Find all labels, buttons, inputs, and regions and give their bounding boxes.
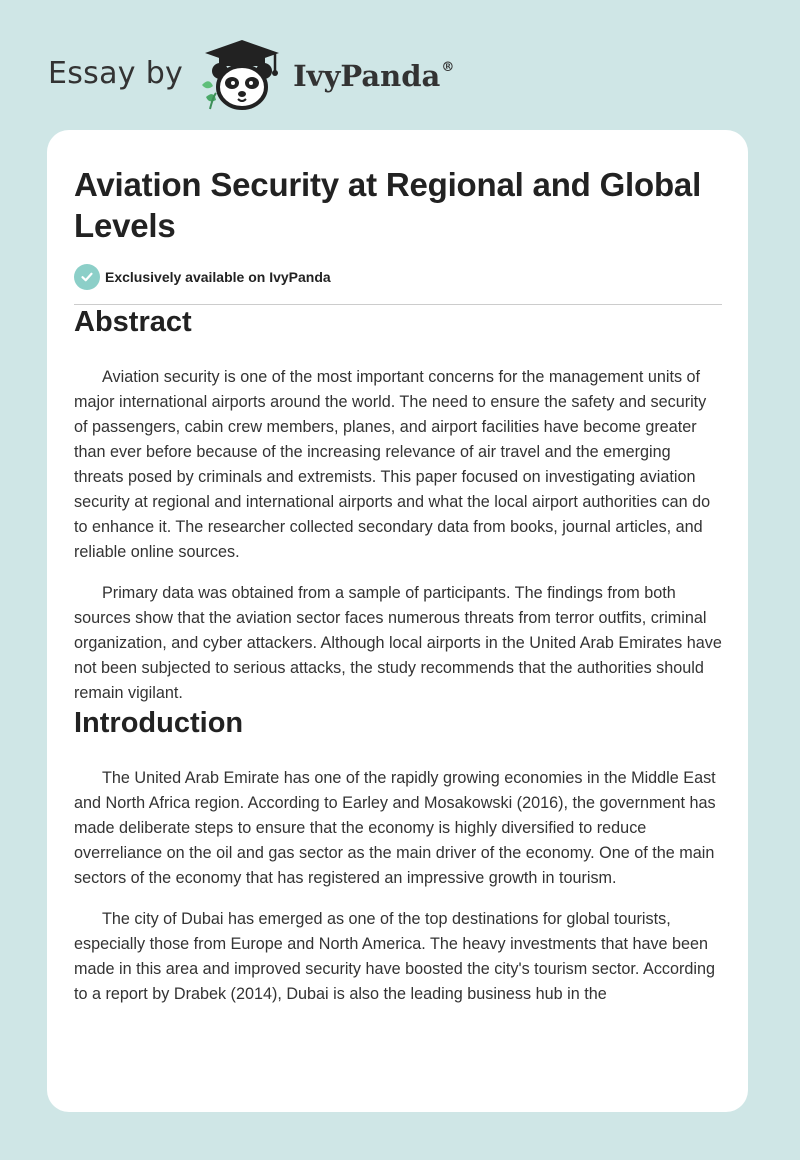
exclusive-badge	[74, 264, 722, 290]
essay-card	[47, 130, 748, 1112]
introduction-paragraph-1: The United Arab Emirate has one of the rapidly growing economies in the Middle East and North Africa region. According to Earley and Mosakowski (2016), the government has made deliberate steps to ensure that the economy is highly diversified to reduce overreliance on the oil and gas sector as the main driver of the economy. One of the main sectors of the economy that has registered an impressive growth in tourism.	[74, 769, 716, 887]
introduction-heading: Introduction	[74, 707, 244, 739]
exclusive-label: Exclusively available on IvyPanda	[105, 269, 331, 285]
essay-by-label: Essay by	[48, 56, 184, 91]
brand-name[interactable]	[293, 58, 455, 93]
abstract-heading: Abstract	[74, 306, 192, 338]
abstract-paragraph-2: Primary data was obtained from a sample of participants. The findings from both sources show that the aviation sector faces numerous threats from terror outfits, criminal organization, and cyber attackers. Although local airports in the United Arab Emirates have not been subjected to serious attacks, the study recommends that the authorities should remain vigilant.	[74, 584, 722, 702]
essay-title: Aviation Security at Regional and Global Levels	[74, 166, 702, 244]
introduction-paragraph-2: The city of Dubai has emerged as one of the top destinations for global tourists, especially those from Europe and North America. The heavy investments that have been made in this area and improved security have boosted the city's tourism sector. According to a report by Drabek (2014), Dubai is also the leading business hub in the	[74, 910, 716, 1003]
ivypanda-logo-icon	[199, 37, 285, 111]
registered-mark: ®	[441, 59, 455, 75]
brand-name-text: IvyPanda	[293, 58, 441, 93]
abstract-paragraph-1: Aviation security is one of the most important concerns for the management units of major international airports around the world. The need to ensure the safety and security of passengers, cabin crew members, planes, and airport facilities have become greater than ever before because of the increasing relevance of air travel and the emerging threats posed by criminals and extremists. This paper focused on investigating aviation security at regional and international airports and what the local airport authorities can do to enhance it. The researcher collected secondary data from books, journal articles, and reliable online sources.	[74, 368, 711, 561]
site-header	[48, 36, 454, 112]
checkmark-icon	[74, 264, 100, 290]
